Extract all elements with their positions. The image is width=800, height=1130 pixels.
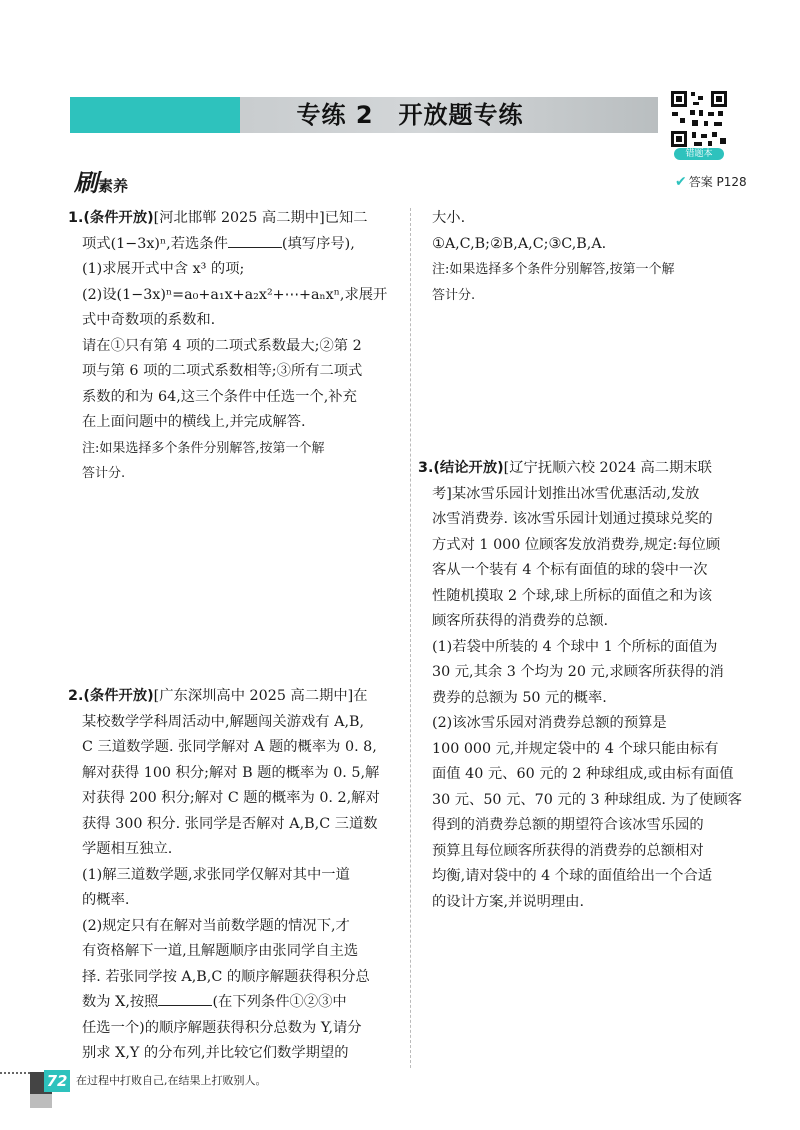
qr-code-icon[interactable] xyxy=(668,88,730,150)
note-text: 答计分. xyxy=(432,287,476,303)
question-tag: (结论开放) xyxy=(433,460,504,476)
question-text: 性随机摸取 2 个球,球上所标的面值之和为该 xyxy=(432,587,713,604)
page-number: 72 xyxy=(44,1070,70,1092)
question-text: (1)若袋中所装的 4 个球中 1 个所标的面值为 xyxy=(432,638,718,655)
section-label-small: 素养 xyxy=(98,177,129,195)
question-number: 1. xyxy=(68,210,84,226)
question-text: 项式(1−3x)ⁿ,若选条件 xyxy=(82,235,228,252)
page-title: 专练 2 开放题专练 xyxy=(296,101,524,129)
question-text: (2)该冰雪乐园对消费券总额的预算是 xyxy=(432,715,667,731)
question-1 xyxy=(68,206,398,487)
question-text: 考]某冰雪乐园计划推出冰雪优惠活动,发放 xyxy=(432,485,700,502)
answer-reference xyxy=(675,173,747,190)
question-number: 2. xyxy=(68,688,84,704)
question-text: 在上面问题中的横线上,并完成解答. xyxy=(82,414,306,430)
question-text: 别求 X,Y 的分布列,并比较它们数学期望的 xyxy=(82,1045,349,1061)
question-3 xyxy=(418,456,762,915)
question-text: 方式对 1 000 位顾客发放消费券,规定:每位顾 xyxy=(432,536,721,553)
section-label-big: 刷 xyxy=(74,169,98,197)
question-text: 费券的总额为 50 元的概率. xyxy=(432,689,607,706)
note-text: 注:如果选择多个条件分别解答,按第一个解 xyxy=(432,262,675,277)
question-text: 得到的消费券总额的期望符合该冰雪乐园的 xyxy=(432,817,704,833)
question-tag: (条件开放) xyxy=(83,688,154,704)
question-number: 3. xyxy=(418,460,434,476)
answer-blank[interactable] xyxy=(228,233,282,248)
question-text: 30 元、50 元、70 元的 3 种球组成. 为了使顾客 xyxy=(432,791,742,808)
question-text: (1)解三道数学题,求张同学仅解对其中一道 xyxy=(82,866,350,883)
note-text: 答计分. xyxy=(82,466,126,481)
answer-reference-text: 答案 P128 xyxy=(688,175,747,189)
note-text: 注:如果选择多个条件分别解答,按第一个解 xyxy=(82,440,325,456)
question-text: (2)规定只有在解对当前数学题的情况下,才 xyxy=(82,917,350,934)
question-text: 系数的和为 64,这三个条件中任选一个,补充 xyxy=(82,388,357,405)
question-text: [广东深圳高中 2025 高二期中]在 xyxy=(153,688,368,704)
question-text: 顾客所获得的消费券的总额. xyxy=(432,613,609,629)
question-text: 预算且每位顾客所获得的消费券的总额相对 xyxy=(432,842,704,859)
question-text: 客从一个装有 4 个标有面值的球的袋中一次 xyxy=(432,562,708,578)
question-text: (1)求展开式中含 x³ 的项; xyxy=(82,261,245,277)
question-text: 择. 若张同学按 A,B,C 的顺序解题获得积分总 xyxy=(82,968,370,985)
question-text: 30 元,其余 3 个均为 20 元,求顾客所获得的消 xyxy=(432,664,724,680)
question-text: 均衡,请对袋中的 4 个球的面值给出一个合适 xyxy=(432,868,713,884)
question-text: (填写序号), xyxy=(281,235,355,252)
answer-blank[interactable] xyxy=(158,991,212,1006)
question-text: 解对获得 100 积分;解对 B 题的概率为 0. 5,解 xyxy=(82,764,380,781)
question-2 xyxy=(68,684,398,1067)
question-text: 请在①只有第 4 项的二项式系数最大;②第 2 xyxy=(82,337,362,354)
question-text: 对获得 200 积分;解对 C 题的概率为 0. 2,解对 xyxy=(82,790,380,806)
header-accent xyxy=(70,97,240,133)
question-text: 学题相互独立. xyxy=(82,841,173,857)
question-text: 冰雪消费券. 该冰雪乐园计划通过摸球兑奖的 xyxy=(432,511,713,527)
question-text: 项与第 6 项的二项式系数相等;③所有二项式 xyxy=(82,363,363,379)
question-text: 面值 40 元、60 元的 2 种球组成,或由标有面值 xyxy=(432,766,734,782)
question-text: 的概率. xyxy=(82,892,130,908)
question-text: 获得 300 积分. 张同学是否解对 A,B,C 三道数 xyxy=(82,815,378,832)
question-text: [河北邯郸 2025 高二期中]已知二 xyxy=(153,210,368,226)
question-text: 有资格解下一道,且解题顺序由张同学自主选 xyxy=(82,943,359,959)
question-text: 大小. xyxy=(432,210,466,226)
page-corner-block-light xyxy=(30,1094,52,1108)
qr-label: 错题本 xyxy=(674,148,724,160)
footer-motto: 在过程中打败自己,在结果上打败别人。 xyxy=(76,1074,267,1087)
question-options: ①A,C,B;②B,A,C;③C,B,A. xyxy=(432,235,607,252)
question-tag: (条件开放) xyxy=(83,210,154,226)
question-text: 的设计方案,并说明理由. xyxy=(432,893,585,910)
question-text: (2)设(1−3x)ⁿ=a₀+a₁x+a₂x²+⋯+aₙxⁿ,求展开 xyxy=(82,286,388,303)
question-text: 式中奇数项的系数和. xyxy=(82,312,216,328)
question-text: C 三道数学题. 张同学解对 A 题的概率为 0. 8, xyxy=(82,739,377,755)
question-text: 100 000 元,并规定袋中的 4 个球只能由标有 xyxy=(432,740,719,757)
question-text: 数为 X,按照 xyxy=(82,994,159,1010)
question-text: 某校数学学科周活动中,解题闯关游戏有 A,B, xyxy=(82,713,365,730)
question-text: [辽宁抚顺六校 2024 高二期末联 xyxy=(503,460,712,476)
question-2-continued xyxy=(432,206,762,308)
check-icon: ✔ xyxy=(675,174,687,190)
column-divider xyxy=(410,208,411,1068)
question-text: 任选一个)的顺序解题获得积分总数为 Y,请分 xyxy=(82,1019,362,1036)
question-text: (在下列条件①②③中 xyxy=(212,994,347,1010)
section-label xyxy=(74,163,128,198)
